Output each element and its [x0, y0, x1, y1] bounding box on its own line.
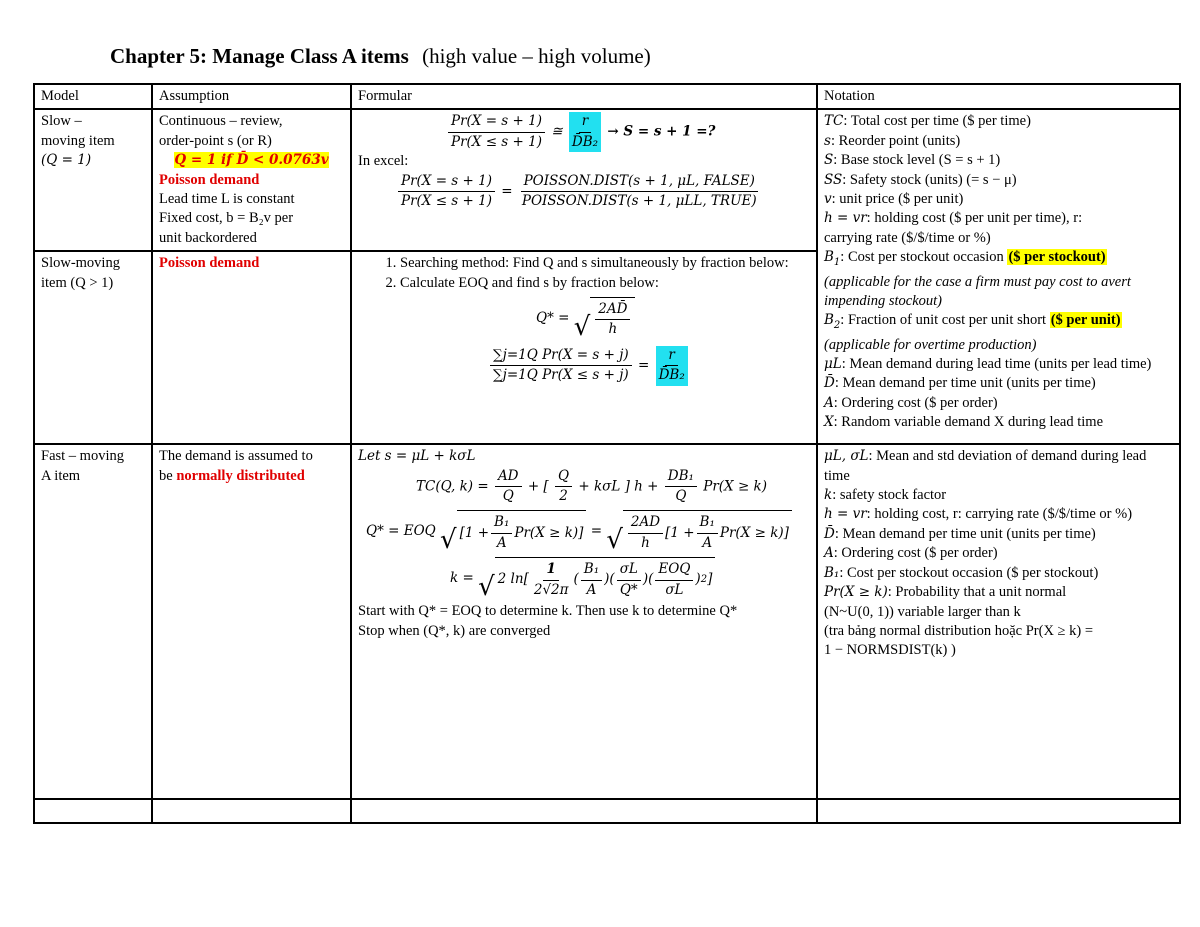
notation-text: 1 − NORMSDIST(k) )	[824, 642, 956, 659]
table-row	[34, 444, 1180, 799]
assumption-cell	[152, 444, 351, 799]
assumption-condition: Q = 1 if D̄ < 0.0763v	[174, 152, 329, 169]
notation-symbol: h = vr	[824, 210, 867, 227]
formula-let: Let s = μL + kσL	[358, 448, 476, 465]
assumption-cell	[152, 251, 351, 444]
notation-item	[824, 525, 1173, 544]
table-row	[34, 109, 1180, 251]
notation-text: : Safety stock (units) (= s − μ)	[842, 171, 1017, 188]
assumption-text: Fixed cost, b = B₂v per	[159, 210, 294, 227]
notation-item	[824, 374, 1173, 393]
notation-text: : safety stock factor	[832, 487, 947, 504]
notation-symbol: A	[824, 545, 834, 562]
notation-item	[824, 132, 1173, 151]
notation-item	[824, 355, 1173, 374]
header-assumption: Assumption	[152, 84, 351, 109]
notation-list	[824, 355, 1173, 433]
notation-item	[824, 413, 1173, 432]
notation-item: $B_2$: Fraction of unit cost per unit short ($ per unit)	[824, 312, 1121, 332]
notation-item	[824, 641, 1173, 660]
notation-symbol: s	[824, 132, 831, 149]
notation-symbol: μL, σL	[824, 448, 869, 465]
assumption-poisson: Poisson demand	[159, 255, 260, 272]
table-row-empty	[34, 799, 1180, 823]
notation-symbol: μL	[824, 356, 842, 373]
notation-text: : Reorder point (units)	[830, 132, 961, 149]
notation-item	[824, 112, 1173, 131]
notation-text: : Cost per stockout occasion ($ per stockout)	[839, 564, 1099, 581]
notation-item	[824, 171, 1173, 190]
formula-tc: TC(Q, k) = $\frac{AD}{Q}$ + [ $\frac{Q}{2}$ + kσL ] h + $\frac{\text{DB₁}}{Q}$ Pr(X ≥ k)	[416, 467, 767, 505]
notation-symbol: D̄	[824, 525, 835, 542]
assumption-text: be normally distributed	[159, 467, 305, 484]
notation-list	[824, 447, 1173, 660]
notation-list	[824, 112, 1173, 248]
empty-cell	[351, 799, 817, 823]
class-a-models-table	[33, 83, 1181, 824]
formula-eq2: $\frac{Pr(X = s + 1)}{Pr(X \le s + 1)}$ = $\frac{\text{POISSON.DIST(s + 1, μL, FALSE)}}{\text{POISSON.DIST(s + 1, μLL, TRUE)}}$	[358, 172, 810, 212]
assumption-text: unit backordered	[159, 229, 257, 246]
notation-item	[824, 229, 1173, 248]
notation-text: : unit price ($ per unit)	[831, 191, 964, 208]
header-row	[34, 84, 1180, 109]
notation-item	[824, 544, 1173, 563]
method-steps	[358, 254, 810, 293]
formula-eq1: $\frac{Pr(X = s + 1)}{Pr(X \le s + 1)}$ ≅ $\frac{r}{\text{D̄B₂}}$ → S = s + 1 =?	[358, 112, 810, 152]
model-cell	[34, 109, 152, 251]
title-subtitle: (high value – high volume)	[422, 44, 651, 68]
formula-qstar-eoq: Q* = EOQ √ [1 + $\frac{\text{B₁}}{A}$ Pr(X ≥ k)] = √ $\frac{2AD}{h}$ [1 + $\frac{\text{B₁}}{A}$ Pr(X ≥ k)]	[358, 510, 810, 553]
notation-item	[824, 394, 1173, 413]
notation-item	[824, 209, 1173, 228]
notation-item	[824, 151, 1173, 170]
step-item: 1. Searching method: Find Q and s simultaneously by fraction below:	[400, 254, 810, 273]
notation-text: (tra bảng normal distribution hoặc Pr(X ≥ k) =	[824, 622, 1094, 639]
notation-symbol: SS	[824, 171, 843, 188]
model-name: item (Q > 1)	[41, 274, 114, 291]
model-name: moving item	[41, 132, 115, 149]
notation-text: : Total cost per time ($ per time)	[843, 113, 1031, 130]
header-formular: Formular	[351, 84, 817, 109]
notation-item	[824, 190, 1173, 209]
header-model: Model	[34, 84, 152, 109]
model-name: A item	[41, 467, 81, 484]
formular-cell	[351, 251, 817, 444]
notation-item	[824, 603, 1173, 622]
formula-k: k = √ 2 ln [ $\frac{1}{2√2\pi}$ ( $\frac{\text{B₁}}{A}$ )( $\frac{\sigma L}{Q*}$ )( $\frac{\text{EOQ}}{\sigma L}$ ) 2 ]	[358, 557, 810, 600]
header-notation: Notation	[817, 84, 1180, 109]
notation-symbol: h = vr	[824, 506, 867, 523]
formular-cell	[351, 444, 817, 799]
formula-in-excel: In excel:	[358, 153, 409, 170]
notation-text: carrying rate ($/$/time or %)	[824, 229, 991, 246]
notation-text: : Mean and std deviation of demand during lead time	[824, 448, 1147, 484]
notation-cell	[817, 444, 1180, 799]
assumption-text: Lead time L is constant	[159, 191, 295, 208]
notation-symbol: X	[824, 414, 834, 431]
assumption-text: The demand is assumed to	[159, 448, 313, 465]
model-name: Slow –	[41, 113, 82, 130]
notation-text: : Ordering cost ($ per order)	[833, 394, 998, 411]
notation-text: : Mean demand during lead time (units per lead time)	[841, 356, 1152, 373]
assumption-text: order-point s (or R)	[159, 132, 272, 149]
notation-item	[824, 505, 1173, 524]
page-title	[110, 44, 651, 69]
notation-note: (applicable for overtime production)	[824, 336, 1037, 353]
assumption-text: Continuous – review,	[159, 113, 283, 130]
empty-cell	[34, 799, 152, 823]
notation-symbol: TC	[824, 113, 844, 130]
empty-cell	[152, 799, 351, 823]
notation-item	[824, 583, 1173, 602]
model-cell	[34, 251, 152, 444]
empty-cell	[817, 799, 1180, 823]
notation-cell	[817, 109, 1180, 444]
formular-cell	[351, 109, 817, 251]
notation-text: : Mean demand per time unit (units per time)	[834, 525, 1096, 542]
model-name: Slow-moving	[41, 255, 120, 272]
model-name: Fast – moving	[41, 448, 124, 465]
notation-symbol: D̄	[824, 375, 835, 392]
notation-note: (applicable for the case a firm must pay cost to avert impending stockout)	[824, 273, 1131, 309]
model-condition: (Q = 1)	[41, 152, 92, 169]
assumption-cell	[152, 109, 351, 251]
notation-symbol: v	[824, 191, 832, 208]
step-item: 2. Calculate EOQ and find s by fraction below:	[400, 274, 810, 293]
formula-stop: Stop when (Q*, k) are converged	[358, 622, 551, 639]
notation-text: : Probability that a unit normal	[887, 584, 1067, 601]
notation-text: : holding cost ($ per unit per time), r:	[866, 210, 1083, 227]
notation-symbol: k	[824, 487, 833, 504]
notation-item	[824, 564, 1173, 583]
formula-qstar: Q* = √ $\frac{2AD̄}{h}$	[358, 297, 810, 340]
notation-symbol: S	[824, 152, 834, 169]
title-bold: Chapter 5: Manage Class A items	[110, 44, 409, 68]
notation-text: (N~U(0, 1)) variable larger than k	[824, 603, 1021, 620]
model-cell	[34, 444, 152, 799]
notation-item: $B_1$: Cost per stockout occasion ($ per stockout)	[824, 249, 1106, 269]
notation-text: : Mean demand per time unit (units per time)	[834, 375, 1096, 392]
formula-start: Start with Q* = EOQ to determine k. Then use k to determine Q*	[358, 603, 738, 620]
notation-item	[824, 447, 1173, 486]
notation-text: : holding cost, r: carrying rate ($/$/time or %)	[866, 506, 1133, 523]
notation-symbol: B₁	[824, 564, 840, 581]
notation-text: : Random variable demand X during lead time	[833, 414, 1104, 431]
notation-text: : Base stock level (S = s + 1)	[833, 152, 1001, 169]
formula-sum: $\frac{\text{∑j=1Q Pr(X = s + j)}}{\text{∑j=1Q Pr(X ≤ s + j)}}$ = $\frac{r}{\text{D̄B₂}}$	[358, 346, 810, 386]
notation-symbol: A	[824, 394, 834, 411]
notation-item	[824, 486, 1173, 505]
assumption-poisson: Poisson demand	[159, 171, 260, 188]
notation-item	[824, 622, 1173, 641]
notation-symbol: Pr(X ≥ k)	[824, 584, 888, 601]
notation-text: : Ordering cost ($ per order)	[833, 545, 998, 562]
